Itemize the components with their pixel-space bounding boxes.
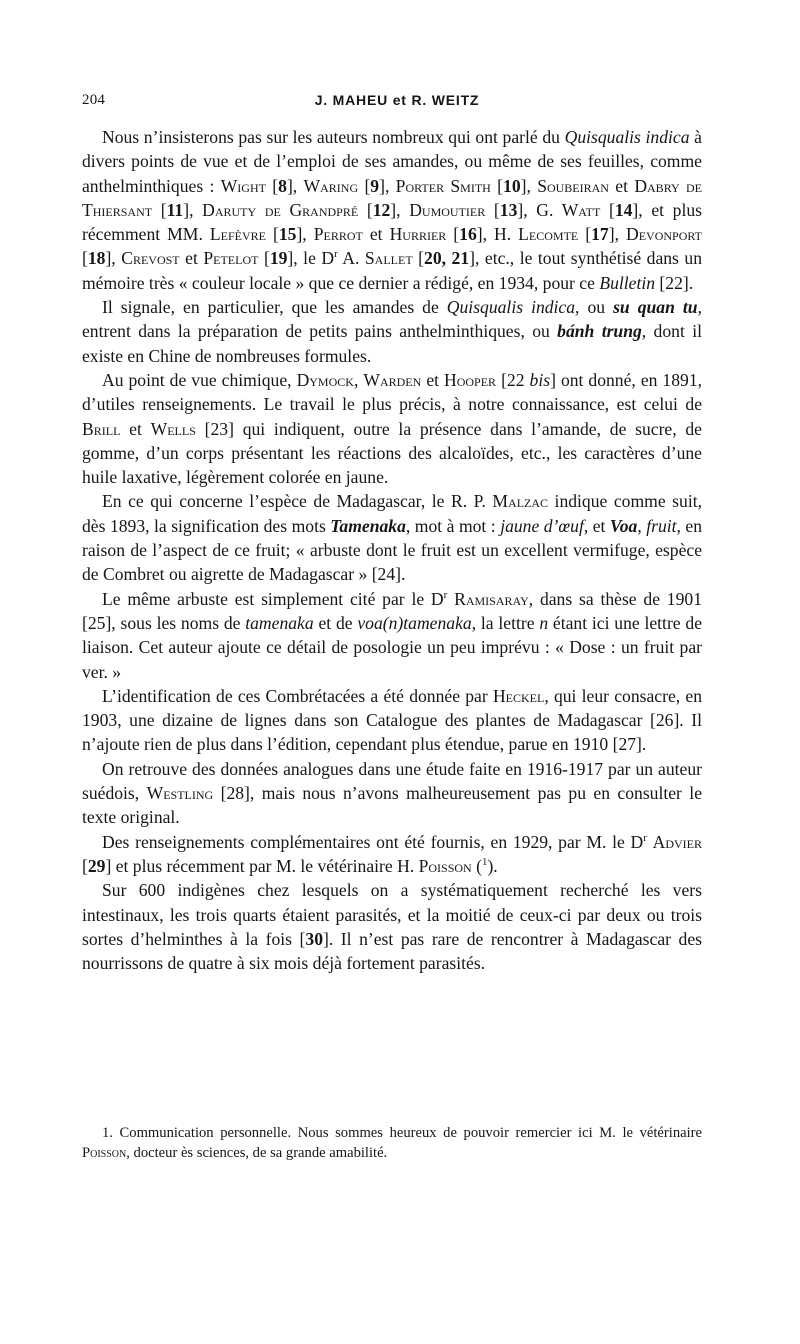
reference-number: 20, 21 — [424, 248, 470, 269]
text-run: ], — [520, 175, 538, 196]
superscript: r — [443, 588, 448, 601]
reference-number: 11 — [166, 199, 184, 220]
author-name: Lecomte — [518, 224, 579, 245]
text-run: ], — [608, 224, 626, 245]
author-name: Poisson — [82, 1145, 127, 1161]
paragraph — [82, 125, 702, 295]
text-run: A. — [337, 248, 365, 269]
text-run: ( — [471, 855, 482, 876]
author-name: Daruty de Grandpré — [202, 199, 359, 220]
author-name: Dumoutier — [409, 199, 486, 220]
text-run: [ — [446, 224, 460, 245]
text-run: [ — [152, 199, 167, 220]
paragraph — [82, 830, 702, 879]
paragraph — [82, 757, 702, 830]
text-run: [ — [358, 199, 373, 220]
text-run: , en raison de l’aspect de ce fruit; « arbuste dont le fruit est un excellent vermifuge, espèce de Combret ou aigrette de Madagascar » [24]. — [82, 515, 703, 585]
text-run: Le même arbuste est simplement cité par le D — [102, 588, 444, 609]
text-run: ], — [379, 175, 396, 196]
superscript: r — [334, 248, 338, 261]
author-name: Dymock — [296, 369, 354, 390]
text-run: , entrent dans la préparation de petits pains anthelminthiques, ou — [82, 297, 702, 342]
text-run: [ — [600, 199, 615, 220]
superscript: 1 — [482, 856, 488, 869]
italic-term: Voa — [609, 515, 638, 536]
author-name: Heckel — [492, 685, 545, 706]
text-run: 1. Communication personnelle. Nous sommes heureux de pouvoir remercier ici M. le vétérinaire — [102, 1125, 702, 1141]
author-name: Hooper — [444, 369, 497, 390]
reference-number: 10 — [503, 175, 521, 196]
text-run: , — [353, 369, 364, 390]
author-name: Wight — [220, 175, 266, 196]
text-run: Nous n’insisterons pas sur les auteurs nombreux qui ont parlé du — [102, 127, 565, 147]
text-run: [22 — [496, 369, 530, 390]
text-run: ], — [517, 199, 537, 220]
italic-term: Quisqualis indica — [446, 297, 576, 318]
text-run: [28], mais nous n’avons malheureusement pas pu en consulter le texte original. — [82, 783, 703, 828]
reference-number: 18 — [87, 248, 106, 269]
text-run: et — [421, 369, 445, 390]
text-run: On retrouve des données analogues dans une étude faite en 1916-1917 par un auteur suédois, — [82, 758, 702, 804]
reference-number: 9 — [370, 175, 380, 196]
reference-number: 12 — [372, 199, 391, 220]
text-run: et — [179, 248, 204, 269]
text-run: [ — [490, 175, 504, 196]
text-run: et — [362, 224, 390, 245]
italic-term: fruit — [646, 515, 677, 536]
text-run: , docteur ès sciences, de sa grande amabilité. — [126, 1145, 388, 1161]
text-run: [ — [265, 224, 279, 245]
author-name: Soubeiran — [537, 175, 609, 196]
text-run: ] et plus récemment par M. le vétérinaire H. — [105, 855, 419, 876]
text-run: ], le D — [287, 248, 335, 269]
text-run: , — [637, 515, 647, 536]
text-run: L’identification de ces Combrétacées a été donnée par — [102, 685, 493, 706]
author-name: Brill — [82, 418, 121, 439]
reference-number: 8 — [278, 175, 287, 196]
text-run: , et — [583, 515, 610, 536]
reference-number: 13 — [499, 199, 518, 220]
paragraph — [82, 368, 702, 489]
italic-term: Bulletin — [599, 272, 656, 293]
text-run: ], etc., le tout synthétisé dans un mémoire très « couleur locale » que ce dernier a rédigé, en 1934, pour ce — [82, 248, 703, 293]
text-run: et — [608, 175, 635, 196]
paragraph — [82, 489, 702, 586]
text-run: [ — [358, 175, 371, 196]
author-name: Devonport — [626, 224, 702, 245]
paragraph — [82, 587, 702, 684]
page-header — [82, 92, 712, 112]
italic-term: bis — [529, 369, 551, 390]
text-run: [ — [578, 224, 592, 245]
author-name: Crevost — [121, 248, 180, 269]
text-run: [22]. — [655, 272, 694, 293]
text-run: [23] qui indiquent, outre la présence dans l’amande, de sucre, de gomme, d’un corps présentant les réactions des alcaloïdes, etc., les caractères d’une huile laxative, légèrement colorée en jaune. — [82, 418, 702, 488]
text-run: ). — [487, 855, 498, 876]
text-run: [ — [412, 248, 425, 269]
text-run: ]. Il n’est pas rare de rencontrer à Madagascar des nourrissons de quatre à six mois déjà fortement parasités. — [82, 928, 703, 974]
text-run: ], — [286, 175, 304, 196]
text-run: [ — [265, 175, 279, 196]
paragraph — [82, 684, 702, 757]
author-name: G. Watt — [536, 199, 601, 220]
reference-number: 30 — [305, 928, 323, 949]
text-run: [ — [485, 199, 500, 220]
author-name: Sallet — [364, 248, 413, 269]
text-run: , mot à mot : — [405, 515, 501, 536]
text-run: indique comme suit, dès 1893, la signification des mots — [82, 491, 702, 536]
paragraph — [82, 295, 702, 368]
text-run: Il signale, en particulier, que les amandes de — [102, 297, 447, 318]
italic-term: jaune d’œuf — [500, 515, 584, 536]
text-run: , la lettre — [471, 612, 540, 633]
italic-term: bánh trung — [557, 321, 642, 342]
text-run: ], — [296, 224, 314, 245]
italic-term: voa(n)tamenaka — [357, 612, 472, 633]
text-run: étant ici une lettre de liaison. Cet auteur ajoute ce détail de posologie un peu imprévu : « Dose : un fruit par ver. » — [82, 612, 703, 682]
author-name: Hurrier — [389, 224, 447, 245]
text-run: à divers points de vue et de l’emploi de ses amandes, ou même de ses feuilles, comme anthelminthiques : — [82, 127, 702, 196]
footnote-text — [82, 1123, 702, 1163]
text-run: , ou — [575, 297, 614, 318]
running-head: J. MAHEU et R. WEITZ — [314, 92, 480, 108]
author-name: Warden — [363, 369, 422, 390]
author-name: Perrot — [313, 224, 363, 245]
italic-term: Tamenaka — [330, 515, 406, 536]
text-run: ], et plus récemment MM. — [82, 199, 702, 245]
text-run: Des renseignements complémentaires ont été fournis, en 1929, par M. le D — [102, 831, 644, 852]
text-run: Au point de vue chimique, — [102, 369, 297, 390]
text-run: [ — [258, 248, 270, 269]
author-name: Petelot — [203, 248, 259, 269]
author-name: Ramisaray — [454, 588, 529, 609]
author-name: Advier — [652, 831, 703, 852]
reference-number: 15 — [278, 224, 297, 245]
reference-number: 19 — [269, 248, 288, 269]
author-name: Malzac — [492, 491, 549, 512]
author-name: Dabry de Thiersant — [82, 175, 703, 220]
author-name: Waring — [303, 175, 359, 196]
italic-term: su quan tu — [613, 297, 698, 318]
author-name: Lefèvre — [209, 224, 266, 245]
text-run: En ce qui concerne l’espèce de Madagascar, le R. P. — [102, 491, 493, 512]
reference-number: 14 — [614, 199, 633, 220]
article-body — [82, 125, 702, 975]
text-run: et — [120, 418, 151, 439]
italic-term: n — [539, 612, 549, 633]
text-run: ], H. — [476, 224, 519, 245]
reference-number: 29 — [87, 855, 106, 876]
text-run: , qui leur consacre, en 1903, une dizaine de lignes dans son Catalogue des plantes de Madagascar [26]. Il n’ajoute rien de plus dans l’édition, cependant plus étendue, parue en 1910 [27]. — [82, 685, 702, 755]
italic-term: Quisqualis indica — [564, 127, 690, 147]
text-run: [ — [82, 855, 88, 876]
text-run: [ — [82, 248, 88, 269]
reference-number: 17 — [591, 224, 609, 245]
text-run: , dans sa thèse de 1901 [25], sous les noms de — [82, 588, 702, 633]
text-run: ], — [183, 199, 203, 220]
text-run: ], — [105, 248, 122, 269]
paragraph — [82, 878, 702, 975]
text-run: ] ont donné, en 1891, d’utiles renseignements. Le travail le plus précis, à notre connaissance, est celui de — [82, 369, 703, 415]
author-name: Wells — [150, 418, 196, 439]
superscript: r — [643, 831, 647, 844]
reference-number: 16 — [459, 224, 477, 245]
author-name: Porter Smith — [395, 175, 491, 196]
footnote — [82, 1123, 702, 1163]
text-run: Sur 600 indigènes chez lesquels on a systématiquement recherché les vers intestinaux, les trois quarts étaient parasités, et la moitié de ceux-ci par deux ou trois sortes d’helminthes à la fois [ — [82, 880, 702, 949]
italic-term: tamenaka — [245, 612, 314, 633]
author-name: Poisson — [418, 855, 472, 876]
author-name: Westling — [146, 783, 214, 804]
text-run: ], — [390, 199, 410, 220]
text-run: et de — [313, 612, 358, 633]
text-run: , dont il existe en Chine de nombreuses formules. — [82, 321, 702, 366]
page-number: 204 — [82, 92, 106, 108]
